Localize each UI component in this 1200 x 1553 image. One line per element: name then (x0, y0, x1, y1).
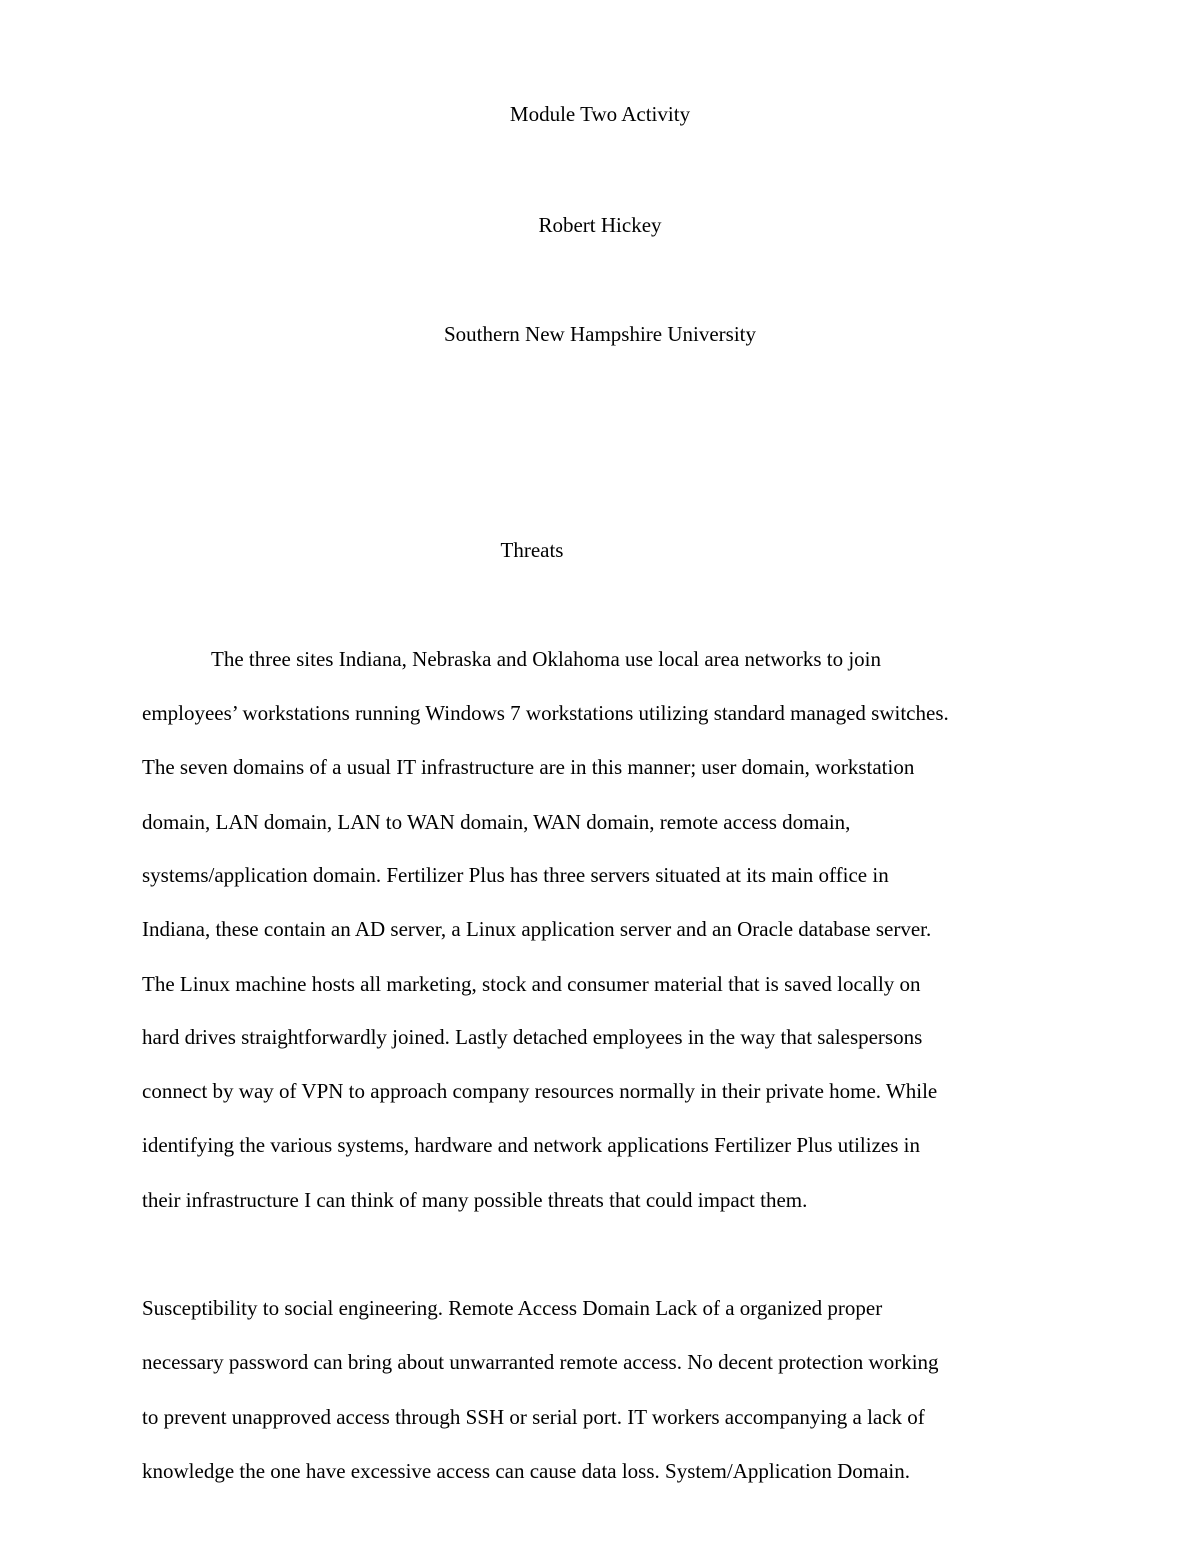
paragraph-line: domain, LAN domain, LAN to WAN domain, WAN domain, remote access domain, (142, 810, 851, 834)
paragraph-line: knowledge the one have excessive access can cause data loss. System/Application Domain. (142, 1459, 911, 1483)
paragraph-line: systems/application domain. Fertilizer Plus has three servers situated at its main office in (142, 863, 889, 887)
paragraph-line: Susceptibility to social engineering. Remote Access Domain Lack of a organized proper (142, 1296, 883, 1320)
paragraph-line: hard drives straightforwardly joined. Lastly detached employees in the way that salespersons (142, 1025, 923, 1049)
paragraph-line: connect by way of VPN to approach company resources normally in their private home. While (142, 1079, 938, 1103)
paragraph-line: The Linux machine hosts all marketing, stock and consumer material that is saved locally on (142, 972, 921, 996)
paragraph-line: employees’ workstations running Windows 7 workstations utilizing standard managed switches. (142, 701, 949, 725)
document-title: Module Two Activity (509, 102, 691, 126)
paragraph-line: The seven domains of a usual IT infrastructure are in this manner; user domain, workstation (142, 755, 915, 779)
paragraph-line: Indiana, these contain an AD server, a Linux application server and an Oracle database server. (142, 917, 932, 941)
paragraph-line: necessary password can bring about unwarranted remote access. No decent protection working (142, 1350, 939, 1374)
institution-name: Southern New Hampshire University (443, 322, 757, 346)
author-name: Robert Hickey (538, 213, 662, 237)
paragraph-line: The three sites Indiana, Nebraska and Oklahoma use local area networks to join (211, 647, 882, 671)
paragraph-line: their infrastructure I can think of many possible threats that could impact them. (142, 1188, 808, 1212)
paragraph-line: identifying the various systems, hardware and network applications Fertilizer Plus utilizes in (142, 1133, 920, 1157)
section-heading-threats: Threats (500, 538, 564, 562)
paragraph-line: to prevent unapproved access through SSH or serial port. IT workers accompanying a lack of (142, 1405, 925, 1429)
